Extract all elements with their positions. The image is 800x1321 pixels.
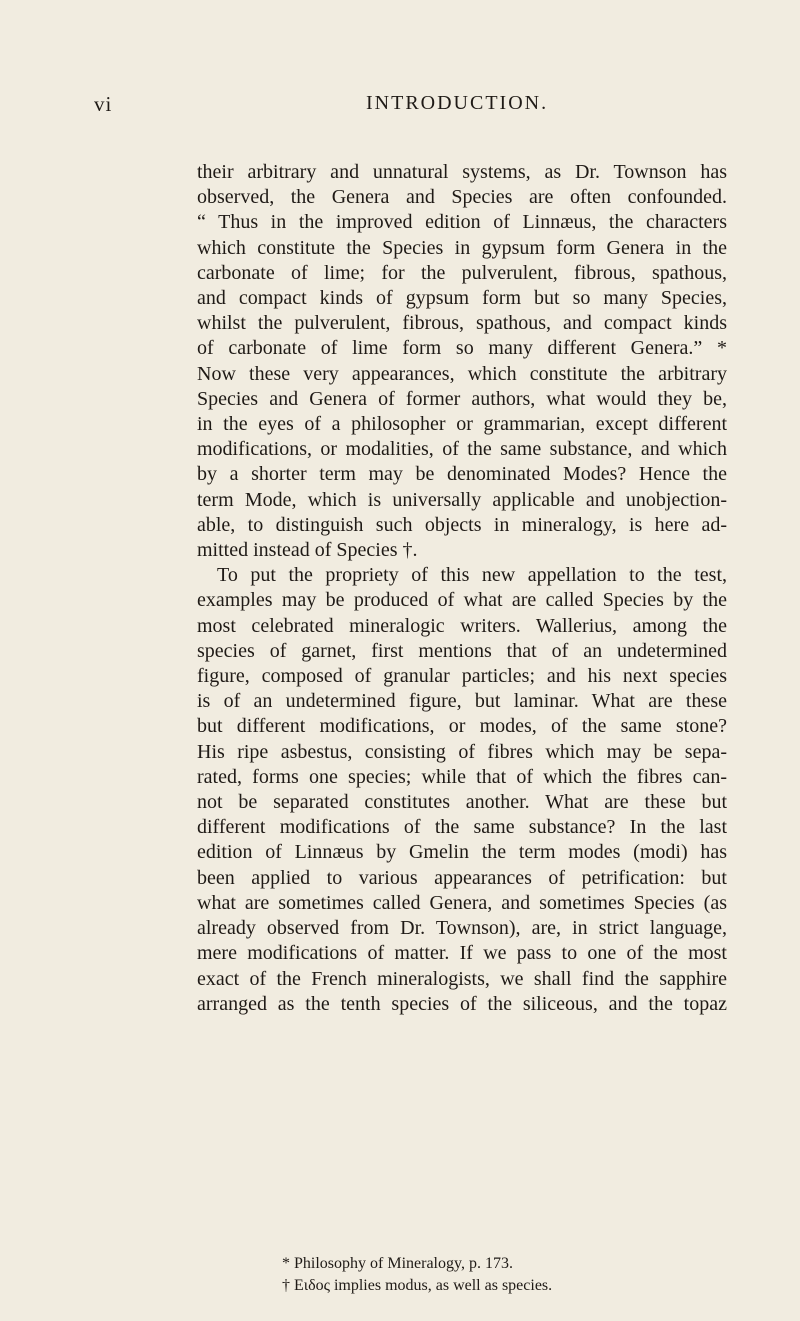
- text-line: species of garnet, first mentions that of an undetermined: [197, 639, 727, 662]
- text-line: which constitute the Species in gypsum form Genera in the: [197, 236, 727, 259]
- text-line: their arbitrary and unnatural systems, as Dr. Townson has: [197, 161, 727, 183]
- text-line: carbonate of lime; for the pulverulent, fibrous, spathous,: [197, 261, 727, 284]
- text-line: To put the propriety of this new appellation to the test,: [217, 564, 727, 587]
- page-header: [94, 92, 704, 118]
- text-line: but different modifications, or modes, of the same stone?: [197, 715, 727, 738]
- text-line: modifications, or modalities, of the same substance, and which: [197, 438, 727, 461]
- text-line: His ripe asbestus, consisting of fibres which may be sepa-: [197, 740, 727, 763]
- text-line: “ Thus in the improved edition of Linnæus, the characters: [197, 211, 727, 234]
- text-line: most celebrated mineralogic writers. Wallerius, among the: [197, 614, 727, 637]
- text-line: exact of the French mineralogists, we shall find the sapphire: [197, 967, 727, 990]
- text-line: been applied to various appearances of petrification: but: [197, 866, 727, 889]
- text-line: not be separated constitutes another. What are these but: [197, 791, 727, 814]
- text-line: is of an undetermined figure, but laminar. What are these: [197, 690, 727, 713]
- text-line: whilst the pulverulent, fibrous, spathous, and compact kinds: [197, 312, 727, 335]
- text-line: in the eyes of a philosopher or grammarian, except different: [197, 413, 727, 436]
- text-line: different modifications of the same substance? In the last: [197, 816, 727, 839]
- body-text: [197, 160, 727, 1017]
- running-head: INTRODUCTION.: [366, 92, 549, 114]
- text-line: observed, the Genera and Species are often confounded.: [197, 186, 727, 209]
- footnote: * Philosophy of Mineralogy, p. 173.: [282, 1255, 513, 1272]
- page-number: vi: [94, 92, 113, 116]
- text-line: mitted instead of Species †.: [197, 539, 418, 562]
- text-line: edition of Linnæus by Gmelin the term modes (modi) has: [197, 841, 727, 864]
- footnotes: [282, 1253, 702, 1297]
- footnote: † Ειδος implies modus, as well as species.: [282, 1277, 553, 1294]
- text-line: mere modifications of matter. If we pass to one of the most: [197, 942, 727, 965]
- text-line: figure, composed of granular particles; and his next species: [197, 665, 727, 688]
- text-line: examples may be produced of what are called Species by the: [197, 589, 727, 612]
- text-line: arranged as the tenth species of the siliceous, and the topaz: [197, 992, 727, 1015]
- text-line: of carbonate of lime form so many different Genera.” *: [197, 337, 727, 360]
- text-line: already observed from Dr. Townson), are, in strict language,: [197, 917, 727, 940]
- text-line: and compact kinds of gypsum form but so many Species,: [197, 287, 727, 310]
- text-line: what are sometimes called Genera, and sometimes Species (as: [197, 891, 727, 914]
- text-line: able, to distinguish such objects in mineralogy, is here ad-: [197, 513, 727, 536]
- text-line: by a shorter term may be denominated Modes? Hence the: [197, 463, 727, 486]
- text-line: rated, forms one species; while that of which the fibres can-: [197, 765, 727, 788]
- text-line: Now these very appearances, which constitute the arbitrary: [197, 362, 727, 385]
- text-line: Species and Genera of former authors, what would they be,: [197, 387, 727, 410]
- text-line: term Mode, which is universally applicable and unobjection-: [197, 488, 727, 511]
